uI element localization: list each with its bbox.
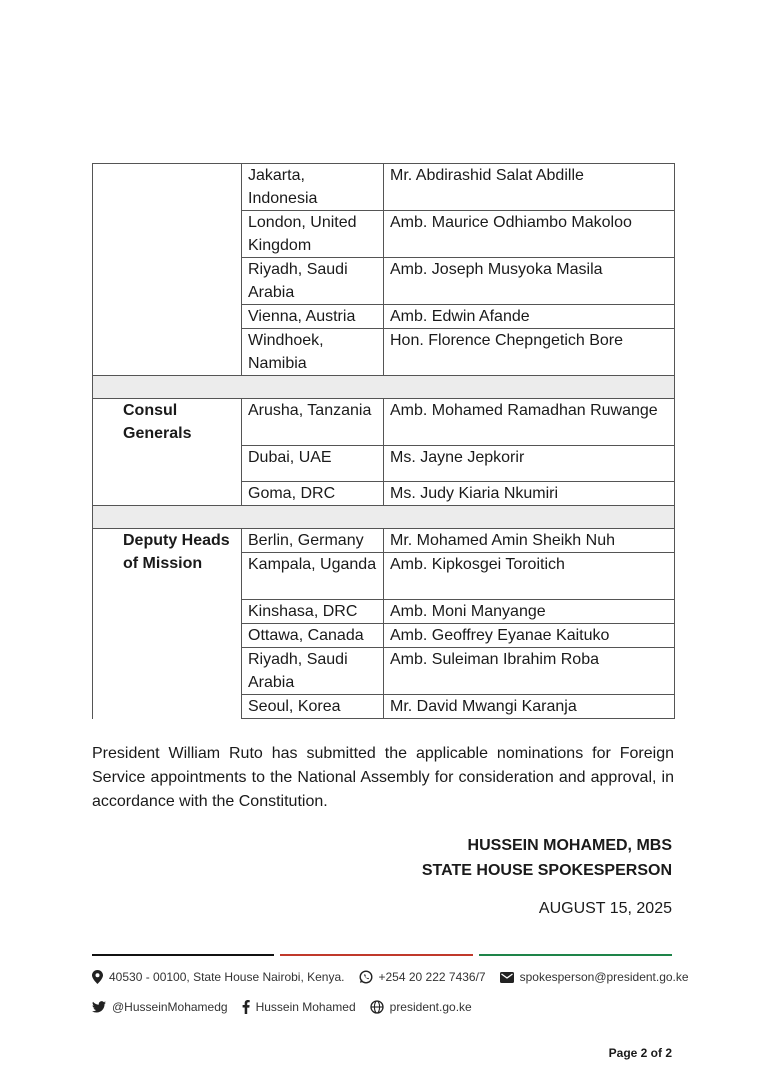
footer-rule-black [92, 954, 274, 956]
table-row [93, 164, 675, 211]
page-number: Page 2 of 2 [608, 1046, 672, 1060]
signature-block [422, 833, 672, 883]
address-text: 40530 - 00100, State House Nairobi, Kenya. [109, 970, 345, 984]
appointments-table [92, 163, 675, 719]
station-cell: Kinshasa, DRC [242, 600, 384, 624]
group-separator [93, 506, 675, 529]
station-cell: London, United Kingdom [242, 211, 384, 258]
station-cell: Windhoek, Namibia [242, 329, 384, 376]
category-cell [93, 164, 242, 376]
nominee-cell: Amb. Edwin Afande [384, 305, 675, 329]
signatory-name: HUSSEIN MOHAMED, MBS [467, 837, 672, 854]
nominee-cell: Amb. Geoffrey Eyanae Kaituko [384, 624, 675, 648]
contact-row-social [92, 1000, 486, 1014]
nominee-cell: Ms. Jayne Jepkorir [384, 446, 675, 482]
category-cell: Consul Generals [93, 399, 242, 506]
group-separator [93, 376, 675, 399]
category-cell: Deputy Heads of Mission [93, 529, 242, 719]
station-cell: Ottawa, Canada [242, 624, 384, 648]
website-text: president.go.ke [389, 1000, 472, 1014]
globe-icon [370, 1000, 384, 1014]
nominee-cell: Mr. Mohamed Amin Sheikh Nuh [384, 529, 675, 553]
nominee-cell: Ms. Judy Kiaria Nkumiri [384, 482, 675, 506]
release-date: AUGUST 15, 2025 [538, 900, 672, 917]
contact-row-primary [92, 970, 703, 984]
station-cell: Berlin, Germany [242, 529, 384, 553]
email-text: spokesperson@president.go.ke [519, 970, 689, 984]
nominee-cell: Amb. Kipkosgei Toroitich [384, 553, 675, 600]
facebook-icon [242, 1000, 250, 1014]
station-cell: Riyadh, Saudi Arabia [242, 258, 384, 305]
station-cell: Riyadh, Saudi Arabia [242, 648, 384, 695]
table-row [93, 399, 675, 446]
nominee-cell: Amb. Mohamed Ramadhan Ruwange [384, 399, 675, 446]
twitter-handle: @HusseinMohamedg [112, 1000, 228, 1014]
nominee-cell: Amb. Joseph Musyoka Masila [384, 258, 675, 305]
station-cell: Goma, DRC [242, 482, 384, 506]
website-item[interactable] [370, 1000, 472, 1014]
nominee-cell: Mr. Abdirashid Salat Abdille [384, 164, 675, 211]
nominee-cell: Mr. David Mwangi Karanja [384, 695, 675, 719]
mail-icon [500, 972, 514, 983]
body-paragraph: President William Ruto has submitted the applicable nominations for Foreign Service appointments to the National Assembly for consideration and approval, in accordance with the Constitution. [92, 745, 674, 810]
address-item [92, 970, 345, 984]
phone-text: +254 20 222 7436/7 [378, 970, 486, 984]
station-cell: Seoul, Korea [242, 695, 384, 719]
email-item[interactable] [500, 970, 689, 984]
footer-rule-green [479, 954, 672, 956]
station-cell: Vienna, Austria [242, 305, 384, 329]
station-cell: Arusha, Tanzania [242, 399, 384, 446]
footer-rule-red [280, 954, 473, 956]
facebook-item[interactable] [242, 1000, 356, 1014]
nominee-cell: Amb. Maurice Odhiambo Makoloo [384, 211, 675, 258]
signatory-title: STATE HOUSE SPOKESPERSON [421, 862, 672, 879]
facebook-name: Hussein Mohamed [255, 1000, 356, 1014]
location-pin-icon [92, 970, 103, 984]
twitter-item[interactable] [92, 1000, 228, 1014]
nominee-cell: Hon. Florence Chepngetich Bore [384, 329, 675, 376]
twitter-icon [92, 1001, 106, 1013]
nominee-cell: Amb. Suleiman Ibrahim Roba [384, 648, 675, 695]
station-cell: Kampala, Uganda [242, 553, 384, 600]
table-row [93, 529, 675, 553]
station-cell: Dubai, UAE [242, 446, 384, 482]
nominee-cell: Amb. Moni Manyange [384, 600, 675, 624]
station-cell: Jakarta, Indonesia [242, 164, 384, 211]
phone-item[interactable] [359, 970, 486, 984]
whatsapp-icon [359, 970, 373, 984]
